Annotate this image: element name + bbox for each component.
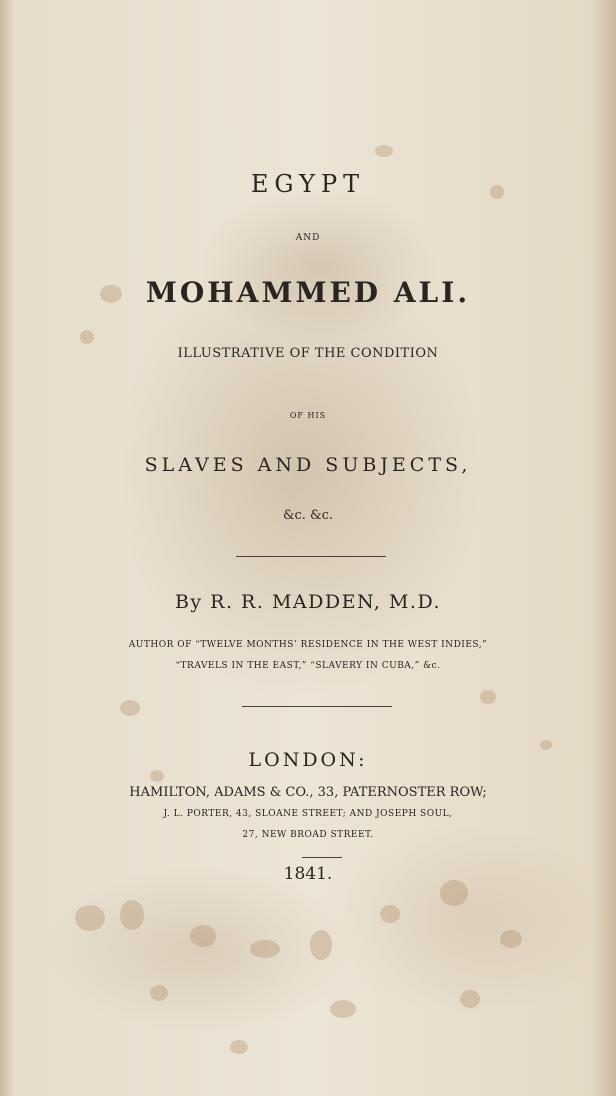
author-works-line-1: AUTHOR OF “TWELVE MONTHS’ RESIDENCE IN THE WEST INDIES,” [128, 640, 488, 650]
imprint-publisher-line-1: HAMILTON, ADAMS & CO., 33, PATERNOSTER ROW; [129, 785, 487, 800]
imprint-publisher-line-2: J. L. PORTER, 43, SLOANE STREET; AND JOSEPH SOUL, [163, 809, 453, 819]
divider-rule [236, 556, 386, 557]
divider-rule [302, 857, 342, 858]
title-mohammed-ali: MOHAMMED ALI. [145, 276, 471, 309]
imprint-place: LONDON: [248, 749, 368, 771]
subtitle-etc: &c. &c. [282, 508, 334, 523]
imprint-publisher-line-3: 27, NEW BROAD STREET. [242, 830, 374, 840]
title-egypt: EGYPT [250, 170, 366, 198]
subtitle-slaves-and-subjects: SLAVES AND SUBJECTS, [144, 454, 472, 476]
author-works-line-2: “TRAVELS IN THE EAST,” “SLAVERY IN CUBA,” &c. [175, 661, 441, 671]
title-and: AND [295, 233, 321, 243]
subtitle-of-his: OF HIS [289, 411, 327, 420]
author-byline: By R. R. MADDEN, M.D. [174, 591, 442, 613]
imprint-year: 1841. [283, 864, 333, 884]
subtitle-illustrative: ILLUSTRATIVE OF THE CONDITION [177, 346, 439, 361]
divider-rule [242, 706, 392, 707]
